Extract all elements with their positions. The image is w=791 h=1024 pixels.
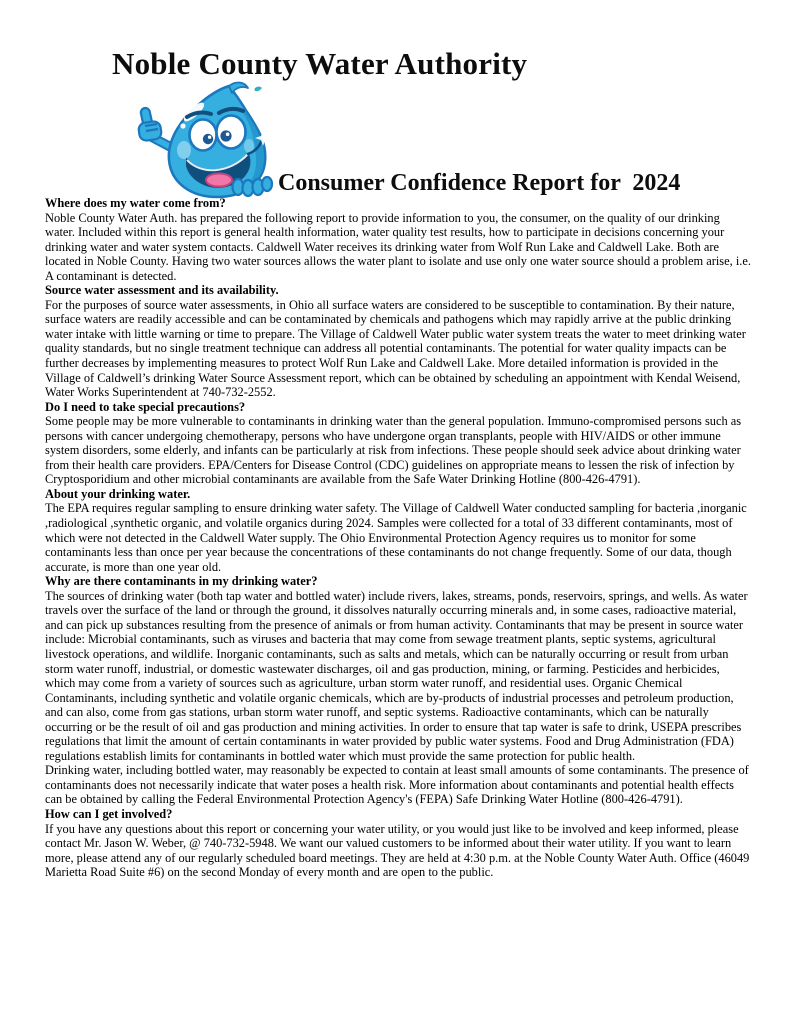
section-heading: Why are there contaminants in my drinking water? [45, 574, 318, 589]
page-title: Noble County Water Authority [112, 46, 528, 81]
section-heading: How can I get involved? [45, 806, 173, 821]
section-where-water-comes-from [45, 196, 751, 283]
section-paragraph: The sources of drinking water (both tap water and bottled water) include rivers, lakes, streams, ponds, reservoirs, springs, and wells. As water travels over the surface of the land or through the ground, it dissolves naturally occurring minerals and, in some cases, radioactive material, and can pick up substances resulting from the presence of animals or from human activity. Contaminants that may be present in source water include: Microbial contaminants, such as viruses and bacteria that may come from sewage treatment plants, septic systems, agricultural livestock operations, and wildlife. Inorganic contaminants, such as salts and metals, which can be naturally occurring or result from urban storm water runoff, industrial, or domestic wastewater discharges, oil and gas production, mining, or farming. Pesticides and herbicides, which may come from a variety of sources such as agriculture, urban storm water runoff, and residential uses. Organic Chemical Contaminants, including synthetic and volatile organic chemicals, which are by-products of industrial processes and petroleum production, and can also, come from gas stations, urban storm water runoff, and septic systems. Radioactive contaminants, which can be naturally occurring or be the result of oil and gas production and mining activities. In order to ensure that tap water is safe to drink, USEPA prescribes regulations that limit the amount of certain contaminants in water provided by public water systems. Food and Drug Administration (FDA) regulations establish limits for contaminants in bottled water which must provide the same protection for public health. [45, 588, 748, 763]
section-paragraph: The EPA requires regular sampling to ensure drinking water safety. The Village of Caldwell Water conducted sampling for bacteria ,inorganic ,radiological ,synthetic organic, and volatile organics during 2024. Samples were collected for a total of 33 different contaminants, most of which were not detected in the Caldwell Water supply. The Ohio Environmental Protection Agency requires us to monitor for some contaminants less than once per year because the concentrations of these contaminants do not change frequently. Some of our data, though accurate, is more than one year old. [45, 501, 747, 574]
section-heading: Where does my water come from? [45, 196, 226, 210]
section-paragraph: Noble County Water Auth. has prepared the following report to provide information to you, the consumer, on the quality of our drinking water. Included within this report is general health information, water quality test results, how to participate in decisions concerning your drinking water and water system contacts. Caldwell Water receives its drinking water from Wolf Run Lake and Caldwell Lake. Both are located in Noble County. Having two water sources allows the water plant to isolate and use only one water source should a problem arise, i.e. A contaminant is detected. [45, 210, 751, 283]
section-heading: Do I need to take special precautions? [45, 399, 246, 414]
section-source-water-assessment [45, 283, 751, 399]
section-heading: About your drinking water. [45, 486, 191, 501]
section-special-precautions [45, 400, 751, 487]
section-paragraph: For the purposes of source water assessments, in Ohio all surface waters are considered to be susceptible to contamination. By their nature, surface waters are readily accessible and can be contaminated by chemicals and pathogens which may rapidly arrive at the public drinking water intake with little warning or time to prepare. The Village of Caldwell Water public water system treats the water to meet drinking water quality standards, but no single treatment technique can address all potential contaminants. The potential for water quality impacts can be further decreases by implementing measures to protect Wolf Run Lake and Caldwell Lake. More detailed information is provided in the Village of Caldwell’s drinking Water Source Assessment report, which can be obtained by scheduling an appointment with Kendal Weisend, Water Works Superintendent at 740-732-2552. [45, 297, 746, 400]
section-how-get-involved [45, 807, 751, 880]
section-why-contaminants [45, 574, 751, 807]
section-paragraph: Drinking water, including bottled water, may reasonably be expected to contain at least small amounts of some contaminants. The presence of contaminants does not necessarily indicate that water poses a health risk. More information about contaminants and potential health effects can be obtained by calling the Federal Environmental Protection Agency's (FEPA) Safe Drinking Water Hotline (800-426-4791). [45, 763, 749, 807]
water-drop-mascot-logo [131, 80, 291, 205]
section-paragraph: If you have any questions about this report or concerning your water utility, or you would just like to be involved and keep informed, please contact Mr. Jason W. Weber, @ 740-732-5948. We want our valued customers to be informed about their water utility. If you want to learn more, please attend any of our regularly scheduled board meetings. They are held at 4:30 p.m. at the Noble County Water Auth. Office (46049 Marietta Road Suite #6) on the second Monday of every month and are open to the public. [45, 821, 750, 880]
thumbs-up-hand [138, 107, 162, 141]
section-about-drinking-water [45, 487, 751, 574]
report-subtitle: Consumer Confidence Report for 2024 [278, 170, 681, 196]
report-body [45, 196, 751, 880]
section-heading: Source water assessment and its availability. [45, 283, 279, 298]
water-drop-mascot-icon [131, 80, 291, 205]
section-paragraph: Some people may be more vulnerable to contaminants in drinking water than the general population. Immuno-compromised persons such as persons with cancer undergoing chemotherapy, persons who have undergone organ transplants, people with HIV/AIDS or other immune system disorders, some elderly, and infants can be particularly at risk from infections. These people should seek advice about drinking water from their health care providers. EPA/Centers for Disease Control (CDC) guidelines on appropriate means to lessen the risk of infection by Cryptosporidium and other microbial contaminants are available from the Safe Water Drinking Hotline (800-426-4791). [45, 414, 742, 487]
